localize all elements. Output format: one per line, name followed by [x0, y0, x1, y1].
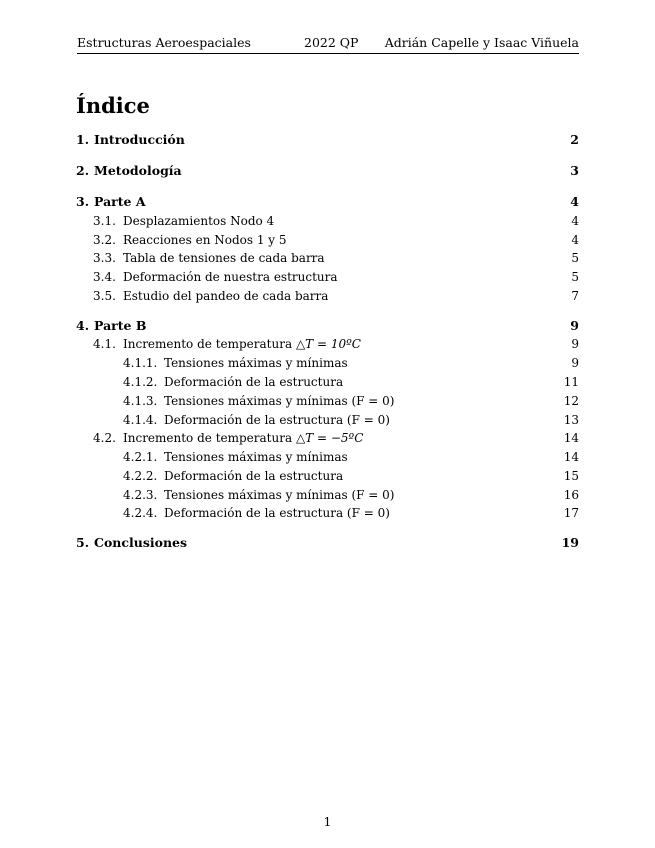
toc-entry-number: 4.2.2.	[123, 469, 158, 483]
toc-entry-page: 5	[571, 270, 579, 284]
toc-entry-title	[123, 336, 361, 352]
toc-entry-page: 2	[570, 132, 579, 147]
toc-entry-title: Desplazamientos Nodo 4	[123, 214, 275, 228]
toc-entry-number: 4.1.2.	[123, 375, 158, 389]
toc-entry-page: 16	[563, 488, 579, 502]
toc-entry-title-text: Incremento de temperatura	[123, 431, 293, 445]
page-number: 1	[323, 814, 332, 829]
toc-entry-page: 9	[570, 318, 579, 333]
toc-entry-page: 14	[563, 450, 579, 464]
toc-entry-title: Tensiones máximas y mínimas (F = 0)	[164, 488, 395, 502]
toc-entry-number: 4.	[76, 318, 90, 333]
toc-entry-3-4[interactable]	[76, 269, 579, 285]
toc-entry-number: 3.1.	[93, 214, 116, 228]
toc-entry-3-1[interactable]	[76, 213, 579, 229]
toc-entry-title-text: Incremento de temperatura	[123, 337, 293, 351]
toc-entry-number: 3.2.	[93, 233, 116, 247]
toc-entry-page: 12	[563, 394, 579, 408]
header-term: 2022 QP	[304, 35, 359, 50]
temperature-formula: △T = 10ºC	[295, 337, 361, 351]
toc-entry-4-2-3[interactable]	[76, 487, 579, 503]
toc-entry-metodologia[interactable]	[76, 163, 579, 179]
toc-entry-title: Introducción	[94, 132, 185, 147]
toc-entry-title: Conclusiones	[94, 535, 188, 550]
toc-entry-number: 4.2.1.	[123, 450, 158, 464]
toc-entry-page: 4	[571, 214, 579, 228]
toc-entry-page: 11	[563, 375, 579, 389]
toc-entry-4-1-3[interactable]	[76, 393, 579, 409]
toc-entry-page: 15	[563, 469, 579, 483]
toc-entry-number: 3.	[76, 194, 90, 209]
toc-entry-number: 4.1.3.	[123, 394, 158, 408]
toc-entry-page: 19	[561, 535, 579, 550]
toc-entry-title: Deformación de la estructura	[164, 375, 344, 389]
toc-entry-page: 5	[571, 251, 579, 265]
toc-entry-introduccion[interactable]	[76, 132, 579, 148]
toc-entry-number: 4.1.1.	[123, 356, 158, 370]
toc-entry-number: 4.1.4.	[123, 413, 158, 427]
toc-entry-title: Tensiones máximas y mínimas	[164, 450, 348, 464]
toc-entry-title: Deformación de la estructura (F = 0)	[164, 506, 390, 520]
toc-entry-3-5[interactable]	[76, 288, 579, 304]
toc-entry-number: 4.2.4.	[123, 506, 158, 520]
toc-entry-page: 7	[571, 289, 579, 303]
toc-entry-page: 4	[571, 233, 579, 247]
toc-entry-3-3[interactable]	[76, 250, 579, 266]
toc-entry-4-1[interactable]	[76, 336, 579, 352]
toc-entry-number: 5.	[76, 535, 90, 550]
temperature-formula: △T = −5ºC	[295, 431, 364, 445]
toc-entry-4-2-4[interactable]	[76, 505, 579, 521]
header-authors: Adrián Capelle y Isaac Viñuela	[384, 35, 579, 50]
toc-entry-3-2[interactable]	[76, 232, 579, 248]
toc-entry-number: 3.3.	[93, 251, 116, 265]
toc-entry-number: 3.5.	[93, 289, 116, 303]
toc-entry-parte-b[interactable]	[76, 318, 579, 334]
toc-entry-title: Tensiones máximas y mínimas	[164, 356, 348, 370]
toc-entry-4-2-1[interactable]	[76, 449, 579, 465]
toc-entry-title: Estudio del pandeo de cada barra	[123, 289, 329, 303]
toc-entry-page: 14	[563, 431, 579, 445]
toc-entry-title: Parte B	[94, 318, 147, 333]
page-header	[77, 36, 579, 54]
toc-entry-4-1-2[interactable]	[76, 374, 579, 390]
toc-entry-number: 4.2.	[93, 431, 116, 445]
toc-entry-title: Deformación de la estructura	[164, 469, 344, 483]
toc-entry-page: 4	[570, 194, 579, 209]
toc-entry-4-1-1[interactable]	[76, 355, 579, 371]
toc-entry-page: 9	[571, 356, 579, 370]
toc-entry-title: Metodología	[94, 163, 182, 178]
toc-entry-title: Tensiones máximas y mínimas (F = 0)	[164, 394, 395, 408]
toc-entry-parte-a[interactable]	[76, 194, 579, 210]
header-course-title: Estructuras Aeroespaciales	[77, 35, 251, 50]
toc-entry-4-2[interactable]	[76, 430, 579, 446]
toc-entry-page: 9	[571, 337, 579, 351]
toc-entry-page: 13	[563, 413, 579, 427]
toc-entry-title: Deformación de la estructura (F = 0)	[164, 413, 390, 427]
toc-entry-number: 1.	[76, 132, 90, 147]
toc-entry-conclusiones[interactable]	[76, 535, 579, 551]
toc-entry-4-1-4[interactable]	[76, 412, 579, 428]
toc-entry-number: 3.4.	[93, 270, 116, 284]
toc-entry-title	[123, 430, 363, 446]
toc-entry-page: 3	[570, 163, 579, 178]
toc-entry-number: 4.1.	[93, 337, 116, 351]
toc-entry-title: Deformación de nuestra estructura	[123, 270, 338, 284]
toc-entry-title: Reacciones en Nodos 1 y 5	[123, 233, 287, 247]
toc-heading: Índice	[76, 93, 150, 118]
toc-entry-title: Tabla de tensiones de cada barra	[123, 251, 325, 265]
toc-entry-number: 4.2.3.	[123, 488, 158, 502]
toc-entry-title: Parte A	[94, 194, 146, 209]
toc-entry-4-2-2[interactable]	[76, 468, 579, 484]
toc-entry-page: 17	[563, 506, 579, 520]
toc-entry-number: 2.	[76, 163, 90, 178]
